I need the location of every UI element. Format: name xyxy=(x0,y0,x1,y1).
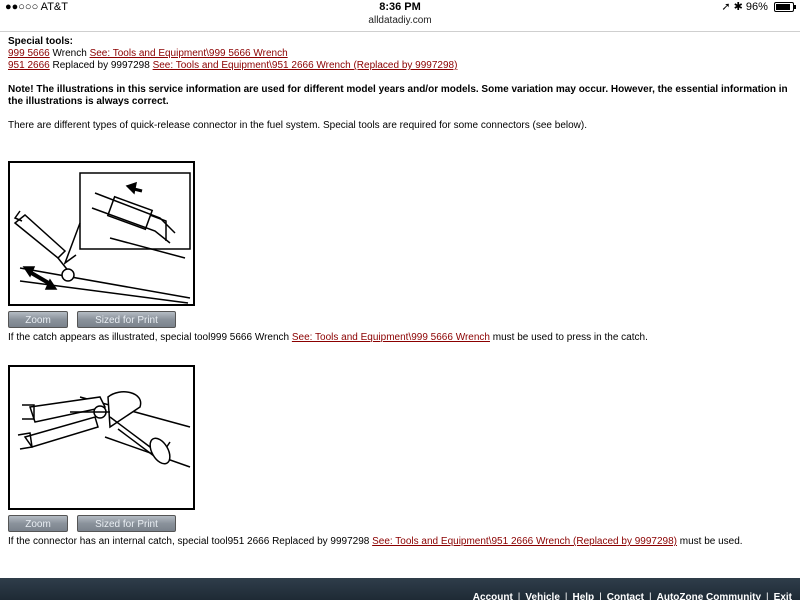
tool-code-link-1[interactable]: 999 5666 xyxy=(8,48,50,59)
special-tool-row-1 xyxy=(8,48,792,60)
url-bar[interactable] xyxy=(0,14,800,28)
internal-catch-drawing xyxy=(10,367,193,508)
footer-link-account[interactable]: Account xyxy=(472,592,513,603)
caption-1 xyxy=(8,332,648,344)
tool-ref-link-2[interactable]: See: Tools and Equipment\951 2666 Wrench (Replaced by 9997298) xyxy=(152,60,458,71)
clock: 8:36 PM xyxy=(379,1,421,13)
catch-drawing xyxy=(10,163,193,304)
print-button-2[interactable]: Sized for Print xyxy=(77,515,176,532)
article-content xyxy=(8,36,792,132)
battery-percent: 96% xyxy=(745,1,768,13)
footer-links xyxy=(473,592,792,603)
illustration-internal-catch xyxy=(8,365,195,510)
separator: | xyxy=(649,592,652,603)
intro-text: There are different types of quick-release connector in the fuel system. Special tools are required for some connectors (see below). xyxy=(8,120,587,131)
separator: | xyxy=(766,592,769,603)
bluetooth-icon: ✱ xyxy=(733,1,743,13)
caption-2-text: If the connector has an internal catch, special tool951 2666 Replaced by 9997298 xyxy=(8,536,373,547)
special-tools-heading: Special tools: xyxy=(8,36,74,47)
footer-link-vehicle[interactable]: Vehicle xyxy=(525,592,560,603)
carrier: ●●○○○ AT&T xyxy=(5,1,68,13)
separator: | xyxy=(599,592,602,603)
url-text: alldatadiy.com xyxy=(368,15,432,26)
tool-ref-link-1[interactable]: See: Tools and Equipment\999 5666 Wrench xyxy=(89,48,288,59)
location-icon: ➚ xyxy=(721,1,731,13)
zoom-button-2[interactable]: Zoom xyxy=(8,515,68,532)
special-tool-row-2 xyxy=(8,60,792,72)
tool-code-link-2[interactable]: 951 2666 xyxy=(8,60,50,71)
tool-desc-1: Wrench xyxy=(49,48,90,59)
note-text: Note! The illustrations in this service information are used for different model years and/or models. Some variation may occur. However, the essential information in the illustrations is always correct. xyxy=(8,84,788,107)
separator: | xyxy=(517,592,521,603)
caption-2 xyxy=(8,536,743,548)
status-right xyxy=(721,0,794,14)
caption-1-link[interactable]: See: Tools and Equipment\999 5666 Wrench xyxy=(291,332,490,343)
caption-1-end: must be used to press in the catch. xyxy=(489,332,648,343)
separator: | xyxy=(564,592,568,603)
battery-icon xyxy=(774,2,794,12)
divider xyxy=(0,31,800,32)
footer-link-help[interactable]: Help xyxy=(572,592,595,603)
footer-bar xyxy=(0,578,800,603)
caption-2-end: must be used. xyxy=(676,536,743,547)
footer-link-exit[interactable]: Exit xyxy=(773,592,792,603)
print-button-1[interactable]: Sized for Print xyxy=(77,311,176,328)
caption-2-link[interactable]: See: Tools and Equipment\951 2666 Wrench (Replaced by 9997298) xyxy=(372,536,677,547)
illustration-catch xyxy=(8,161,195,306)
tool-desc-2: Replaced by 9997298 xyxy=(49,60,153,71)
status-bar xyxy=(0,0,800,14)
zoom-button-1[interactable]: Zoom xyxy=(8,311,68,328)
caption-1-text: If the catch appears as illustrated, special tool999 5666 Wrench xyxy=(8,332,292,343)
footer-link-community[interactable]: AutoZone Community xyxy=(656,592,762,603)
footer-link-contact[interactable]: Contact xyxy=(606,592,644,603)
